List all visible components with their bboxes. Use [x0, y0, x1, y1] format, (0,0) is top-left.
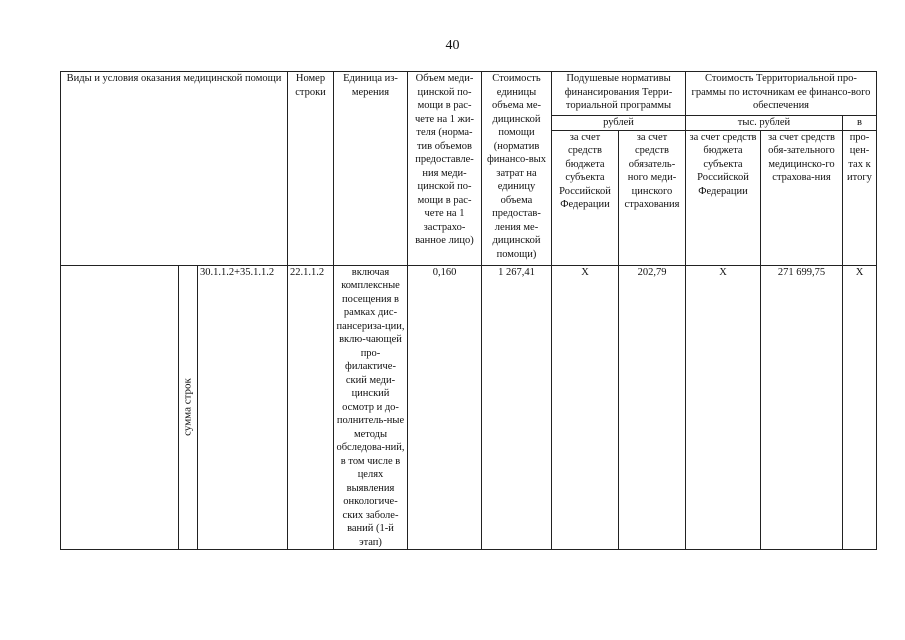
row-per-capita-budget: Х: [552, 265, 619, 550]
header-types: Виды и условия оказания медицинской помощи: [61, 72, 288, 266]
row-percent: Х: [843, 265, 877, 550]
row-cost: 1 267,41: [482, 265, 552, 550]
row-total-budget: Х: [686, 265, 761, 550]
header-unit: Единица из-мерения: [334, 72, 408, 266]
header-per-capita-oms: за счет средств обязатель-ного меди-цинского страхования: [619, 130, 686, 265]
empty-type-cell: [61, 265, 179, 550]
header-percent: про-цен-тах к итогу: [843, 130, 877, 265]
header-cost: Стоимость единицы объема ме-дицинской помощи (норматив финансо-вых затрат на единицу объема предостав-ления ме-дицинской помощи): [482, 72, 552, 266]
header-per-capita-budget: за счет средств бюджета субъекта Российской Федерации: [552, 130, 619, 265]
header-volume: Объем меди-цинской по-мощи в рас-чете на 1 жи-теля (норма-тив объемов предоставле-ния меди-цинской по-мощи в рас-чете на 1 застрахо-ванное лицо): [408, 72, 482, 266]
header-row-number: Номер строки: [288, 72, 334, 266]
row-formula: 30.1.1.2+35.1.1.2: [198, 265, 288, 550]
row-number: 22.1.1.2: [288, 265, 334, 550]
row-per-capita-oms: 202,79: [619, 265, 686, 550]
row-volume: 0,160: [408, 265, 482, 550]
header-per-capita-unit: рублей: [552, 116, 686, 131]
header-total-cost: Стоимость Территориальной про-граммы по источникам ее финансо-вого обеспечения: [686, 72, 877, 116]
header-per-capita: Подушевые нормативы финансирования Терри-ториальной программы: [552, 72, 686, 116]
header-total-oms: за счет средств обя-зательного медицинско-го страхова-ния: [761, 130, 843, 265]
program-table: [60, 71, 877, 550]
row-unit: включая комплексные посещения в рамках дис-пансериза-ции, вклю-чающей про-филактиче-ский меди-цинский осмотр и до-полнитель-ные методы обследова-ний, в том числе в целях выявления онкологиче-ских заболе-ваний (1-й этап): [334, 265, 408, 550]
header-percent-word: в: [843, 116, 877, 131]
header-total-budget: за счет средств бюджета субъекта Российской Федерации: [686, 130, 761, 265]
vertical-label: сумма строк: [181, 378, 194, 437]
header-total-cost-unit: тыс. рублей: [686, 116, 843, 131]
page-number: 40: [445, 38, 460, 53]
vertical-label-cell: [179, 265, 198, 550]
row-total-oms: 271 699,75: [761, 265, 843, 550]
